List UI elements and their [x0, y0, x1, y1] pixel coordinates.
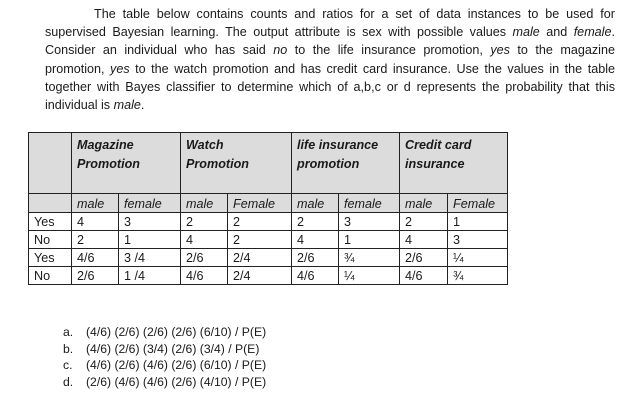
emph-no: no	[273, 43, 288, 58]
question-paragraph	[45, 5, 615, 114]
answer-options	[63, 324, 266, 390]
table-cell: 2	[228, 231, 292, 249]
table-row	[29, 231, 508, 249]
option-text: (4/6) (2/6) (4/6) (2/6) (6/10) / P(E)	[86, 358, 267, 373]
subheader-cell: male	[400, 194, 448, 213]
emph-female: female	[573, 25, 612, 40]
table-cell: 2/6	[400, 249, 448, 267]
table-cell: 4/6	[181, 267, 228, 285]
table-cell: 2/4	[228, 267, 292, 285]
table-header-row	[29, 133, 508, 194]
intro-text-5: to the watch promotion and has credit card insurance. Use the values in the table together with Bayes classifier to determine which of a,b,c or d represents the probability that this individual is	[45, 61, 615, 113]
header-line: life insurance	[297, 138, 379, 152]
option-letter: c.	[63, 358, 73, 373]
header-watch-promotion	[181, 133, 292, 194]
table-cell: 1	[339, 231, 400, 249]
table-cell: 2	[292, 213, 339, 231]
option-text: (4/6) (2/6) (3/4) (2/6) (3/4) / P(E)	[86, 341, 260, 356]
intro-text-6: .	[140, 98, 145, 113]
subheader-cell: male	[292, 194, 339, 213]
emph-male-2: male	[113, 98, 141, 113]
bayes-table	[28, 132, 508, 285]
table-cell: ¾	[448, 267, 508, 285]
table-cell: 2	[181, 213, 228, 231]
table-cell: 2/6	[181, 249, 228, 267]
header-line: Magazine	[77, 138, 134, 152]
option-letter: b.	[63, 341, 74, 356]
option-a	[63, 324, 266, 341]
header-line: insurance	[405, 156, 465, 171]
table-cell: ¾	[339, 249, 400, 267]
row-label: No	[29, 231, 72, 249]
table-cell: 2	[72, 231, 119, 249]
table-row	[29, 267, 508, 285]
table-subheader-row	[29, 194, 508, 213]
table-cell: ¼	[448, 249, 508, 267]
table-row	[29, 249, 508, 267]
header-line: Watch	[186, 138, 224, 152]
intro-and: and	[539, 25, 574, 40]
table-cell: 1	[119, 231, 181, 249]
row-label: No	[29, 267, 72, 285]
table-cell: 4	[181, 231, 228, 249]
table-cell: 4/6	[72, 249, 119, 267]
header-line: Promotion	[77, 156, 140, 171]
option-letter: a.	[63, 325, 74, 339]
intro-text-3: to the life insurance promotion,	[287, 43, 491, 58]
table-cell: 4	[292, 231, 339, 249]
table-cell: 2	[228, 213, 292, 231]
subheader-cell: Female	[228, 194, 292, 213]
emph-yes-2: yes	[110, 61, 130, 76]
table-cell: 4/6	[292, 267, 339, 285]
table-cell: 4	[400, 231, 448, 249]
table-cell: 2/6	[292, 249, 339, 267]
option-letter: d.	[63, 374, 74, 389]
table-cell: 2/4	[228, 249, 292, 267]
intro-text-1: The table below contains counts and ratios for a set of data instances to be used for supervised Bayesian learning. The output attribute is sex with possible values	[45, 7, 615, 40]
row-label: Yes	[29, 213, 72, 231]
intro-text-4: to the magazine promotion,	[45, 43, 615, 76]
subheader-blank-cell	[29, 194, 72, 213]
emph-male: male	[512, 25, 540, 40]
emph-yes-1: yes	[490, 43, 510, 58]
header-life-insurance-promotion	[292, 133, 400, 194]
table-cell: ¼	[339, 267, 400, 285]
table-cell: 3	[339, 213, 400, 231]
subheader-cell: Female	[448, 194, 508, 213]
table-cell: 2	[400, 213, 448, 231]
subheader-cell: female	[119, 194, 181, 213]
table-cell: 2/6	[72, 267, 119, 285]
subheader-cell: female	[339, 194, 400, 213]
table-cell: 1	[448, 213, 508, 231]
table-cell: 4/6	[400, 267, 448, 285]
option-c	[63, 357, 266, 374]
row-label: Yes	[29, 249, 72, 267]
table-row	[29, 213, 508, 231]
table-cell: 3	[119, 213, 181, 231]
table-cell: 4	[72, 213, 119, 231]
header-blank-cell	[29, 133, 72, 194]
subheader-cell: male	[72, 194, 119, 213]
header-credit-card-insurance	[400, 133, 508, 194]
intro-text-2: . Consider an individual who has said	[45, 25, 615, 58]
header-line: Credit card	[405, 138, 472, 152]
table-cell: 3	[448, 231, 508, 249]
header-line: Promotion	[186, 156, 249, 171]
option-text: (2/6) (4/6) (4/6) (2/6) (4/10) / P(E)	[86, 374, 267, 389]
subheader-cell: male	[181, 194, 228, 213]
option-text: (4/6) (2/6) (2/6) (2/6) (6/10) / P(E)	[86, 325, 267, 339]
header-magazine-promotion	[72, 133, 181, 194]
table-cell: 1 /4	[119, 267, 181, 285]
option-d	[63, 374, 266, 391]
header-line: promotion	[297, 156, 360, 171]
option-b	[63, 341, 266, 358]
table-cell: 3 /4	[119, 249, 181, 267]
